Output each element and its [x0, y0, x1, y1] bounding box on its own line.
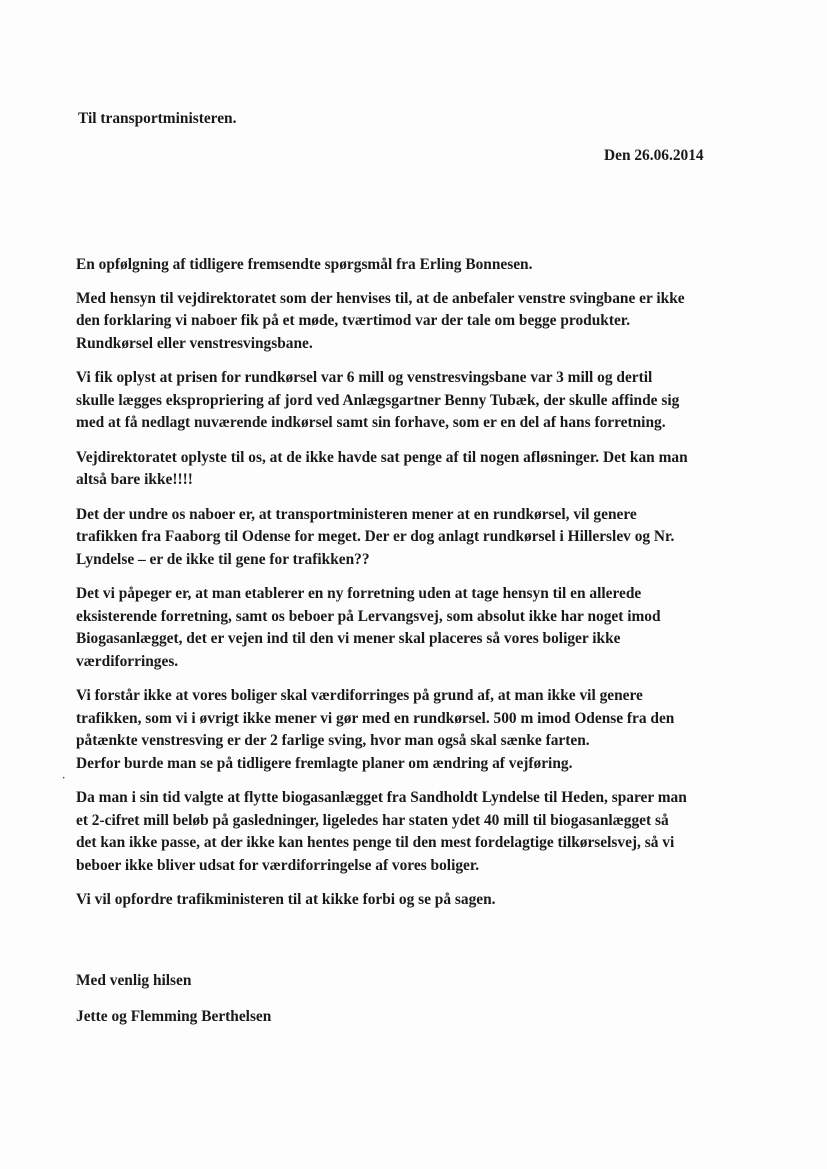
- letter-paragraph: Det vi påpeger er, at man etablerer en ny forretning uden at tage hensyn til en allerede eksisterende forretning, samt os beboer på Lervangsvej, som absolut ikke har noget imod Biogasanlægget, det er vejen ind til den vi mener skal placeres så vores boliger ikke værdiforringes.: [76, 585, 661, 670]
- letter-paragraph: Da man i sin tid valgte at flytte biogasanlægget fra Sandholdt Lyndelse til Heden, sparer man et 2-cifret mill beløb på gasledninger, ligeledes har staten ydet 40 mill til biogasanlægget så det kan ikke passe, at der ikke kan hentes penge til den mest fordelagtige tilkørselsvej, så vi beboer ikke bliver udsat for værdiforringelse af vores boliger.: [76, 789, 687, 874]
- letter-paragraph: Med hensyn til vejdirektoratet som der henvises til, at de anbefaler venstre svingbane er ikke den forklaring vi naboer fik på et møde, tværtimod var der tale om begge produkter. Rundkørsel eller venstresvingsbane.: [76, 289, 685, 352]
- letter-paragraph: Vi fik oplyst at prisen for rundkørsel var 6 mill og venstresvingsbane var 3 mill og dertil skulle lægges ekspropriering af jord ved Anlægsgartner Benny Tubæk, der skulle affinde sig med at få nedlagt nuværende indkørsel samt sin forhave, som er en del af hans forretning.: [76, 369, 680, 431]
- letter-recipient: Til transportministeren.: [78, 110, 237, 127]
- letter-paragraph: Det der undre os naboer er, at transportministeren mener at en rundkørsel, vil genere trafikken fra Faaborg til Odense for meget. Der er dog anlagt rundkørsel i Hillerslev og Nr. Lyndelse – er de ikke til gene for trafikken??: [76, 505, 675, 568]
- letter-paragraph: Vi vil opfordre trafikministeren til at kikke forbi og se på sagen.: [76, 891, 496, 908]
- letter-signature: Jette og Flemming Berthelsen: [76, 1008, 272, 1025]
- letter-closing: Med venlig hilsen: [76, 972, 192, 989]
- scan-speck: ·: [62, 773, 66, 784]
- letter-body: [76, 254, 756, 924]
- letter-paragraph: Vejdirektoratet oplyste til os, at de ikke havde sat penge af til nogen afløsninger. Det kan man altså bare ikke!!!!: [76, 448, 688, 488]
- letter-paragraph: En opfølgning af tidligere fremsendte spørgsmål fra Erling Bonnesen.: [76, 256, 533, 273]
- letter-paragraph: Vi forstår ikke at vores boliger skal værdiforringes på grund af, at man ikke vil genere trafikken, som vi i øvrigt ikke mener vi gør med en rundkørsel. 500 m imod Odense fra den påtænkte venstresving er der 2 farlige sving, hvor man også skal sænke farten. Derfor burde man se på tidligere fremlagte planer om ændring af vejføring.: [76, 687, 675, 772]
- letter-date: Den 26.06.2014: [604, 147, 704, 164]
